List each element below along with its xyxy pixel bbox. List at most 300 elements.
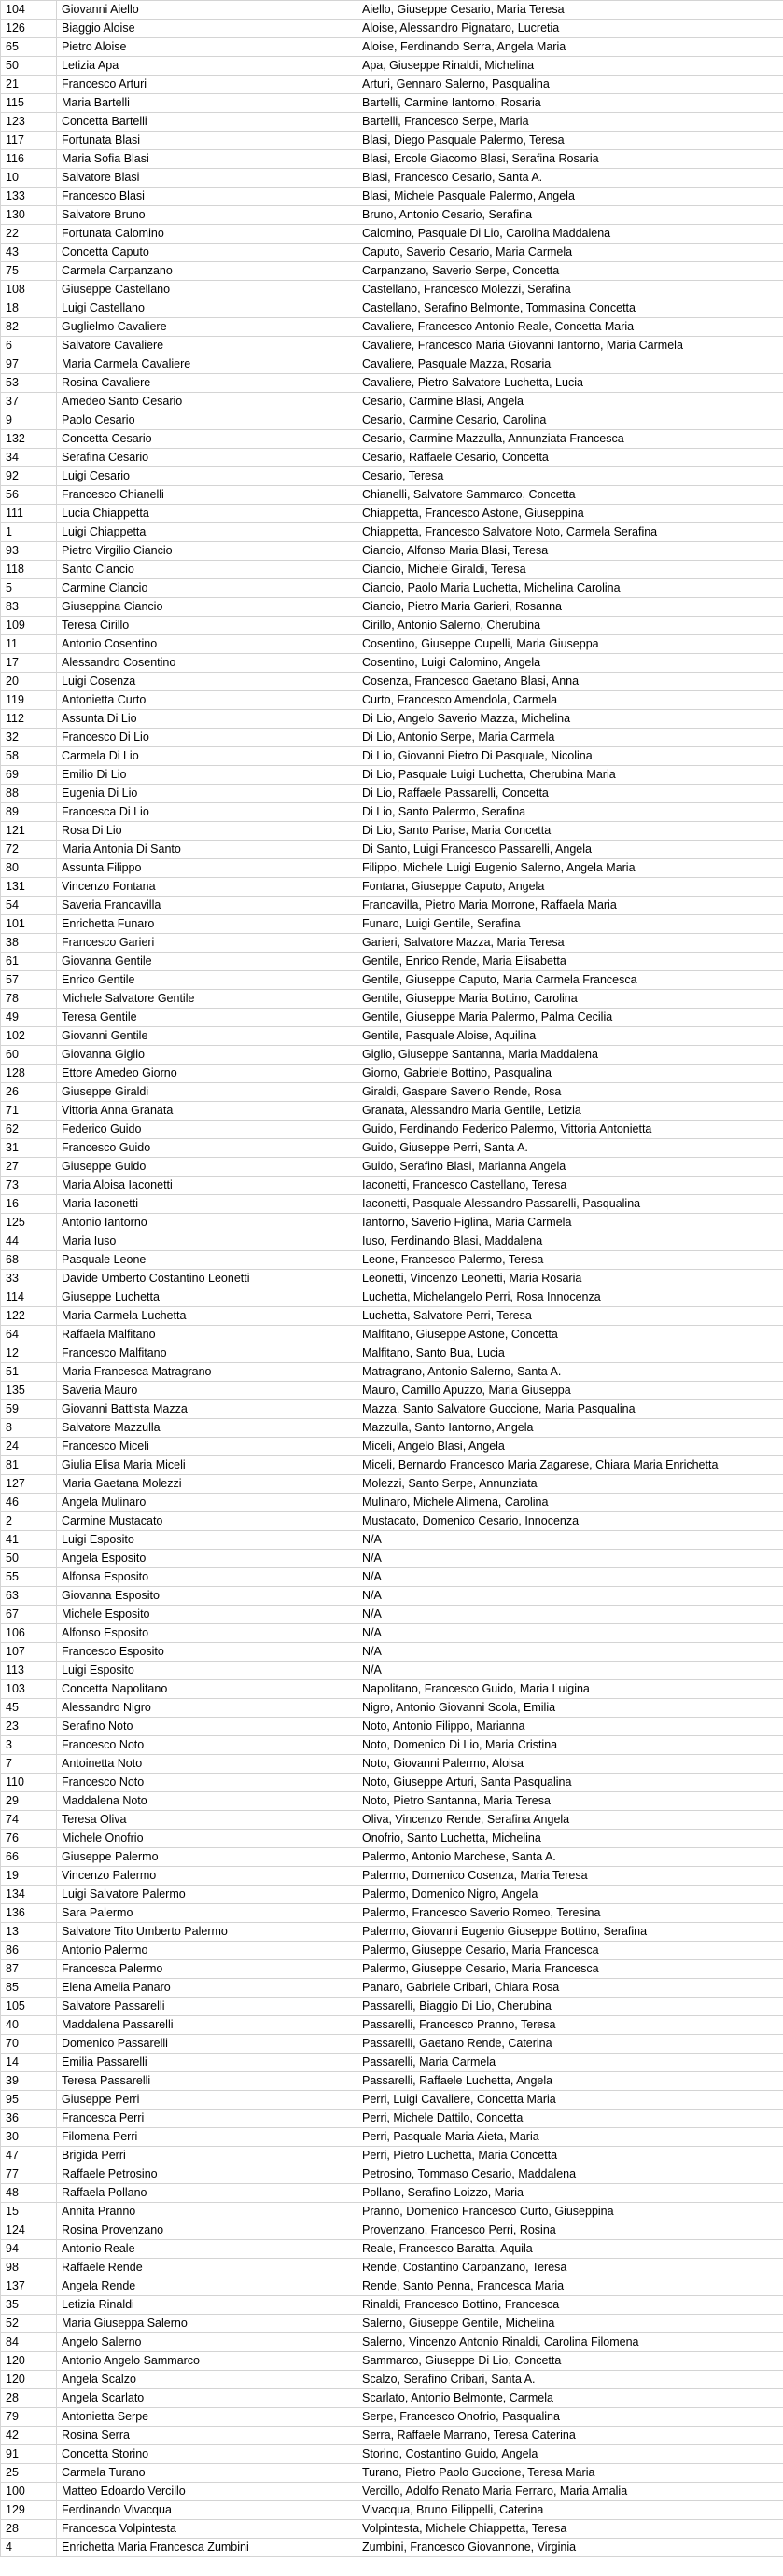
person-name-cell[interactable]: Ettore Amedeo Giorno [57, 1065, 357, 1083]
record-id-cell[interactable]: 15 [1, 2203, 57, 2221]
parents-cell[interactable]: Passarelli, Biaggio Di Lio, Cherubina [357, 1998, 783, 2016]
parents-cell[interactable]: Nigro, Antonio Giovanni Scola, Emilia [357, 1699, 783, 1718]
person-name-cell[interactable]: Serafino Noto [57, 1718, 357, 1736]
person-name-cell[interactable]: Giuseppe Luchetta [57, 1288, 357, 1307]
person-name-cell[interactable]: Concetta Napolitano [57, 1680, 357, 1699]
parents-cell[interactable]: N/A [357, 1531, 783, 1550]
record-id-cell[interactable]: 19 [1, 1867, 57, 1886]
parents-cell[interactable]: Giorno, Gabriele Bottino, Pasqualina [357, 1065, 783, 1083]
parents-cell[interactable]: Pollano, Serafino Loizzo, Maria [357, 2184, 783, 2203]
parents-cell[interactable]: Serpe, Francesco Onofrio, Pasqualina [357, 2408, 783, 2427]
record-id-cell[interactable]: 77 [1, 2165, 57, 2184]
record-id-cell[interactable]: 2 [1, 1512, 57, 1531]
record-id-cell[interactable]: 28 [1, 2389, 57, 2408]
parents-cell[interactable]: Curto, Francesco Amendola, Carmela [357, 691, 783, 710]
person-name-cell[interactable]: Salvatore Tito Umberto Palermo [57, 1923, 357, 1942]
person-name-cell[interactable]: Francesco Garieri [57, 934, 357, 953]
record-id-cell[interactable]: 82 [1, 318, 57, 337]
parents-cell[interactable]: Di Lio, Antonio Serpe, Maria Carmela [357, 729, 783, 747]
person-name-cell[interactable]: Elena Amelia Panaro [57, 1979, 357, 1998]
person-name-cell[interactable]: Giovanni Battista Mazza [57, 1400, 357, 1419]
person-name-cell[interactable]: Giovanna Esposito [57, 1587, 357, 1606]
parents-cell[interactable]: Chiappetta, Francesco Astone, Giuseppina [357, 505, 783, 523]
parents-cell[interactable]: Di Lio, Raffaele Passarelli, Concetta [357, 785, 783, 803]
parents-cell[interactable]: Carpanzano, Saverio Serpe, Concetta [357, 262, 783, 281]
parents-cell[interactable]: Cosentino, Luigi Calomino, Angela [357, 654, 783, 673]
parents-cell[interactable]: Malfitano, Santo Bua, Lucia [357, 1344, 783, 1363]
parents-cell[interactable]: Perri, Luigi Cavaliere, Concetta Maria [357, 2091, 783, 2110]
person-name-cell[interactable]: Assunta Filippo [57, 859, 357, 878]
person-name-cell[interactable]: Annita Pranno [57, 2203, 357, 2221]
record-id-cell[interactable]: 31 [1, 1139, 57, 1158]
person-name-cell[interactable]: Giovanna Giglio [57, 1046, 357, 1065]
parents-cell[interactable]: Cesario, Carmine Mazzulla, Annunziata Francesca [357, 430, 783, 449]
person-name-cell[interactable]: Michele Esposito [57, 1606, 357, 1624]
person-name-cell[interactable]: Emilia Passarelli [57, 2054, 357, 2072]
record-id-cell[interactable]: 126 [1, 20, 57, 38]
person-name-cell[interactable]: Antonietta Curto [57, 691, 357, 710]
parents-cell[interactable]: Cavaliere, Francesco Antonio Reale, Concetta Maria [357, 318, 783, 337]
person-name-cell[interactable]: Maria Gaetana Molezzi [57, 1475, 357, 1494]
parents-cell[interactable]: Guido, Giuseppe Perri, Santa A. [357, 1139, 783, 1158]
person-name-cell[interactable]: Fortunata Blasi [57, 132, 357, 150]
parents-cell[interactable]: Aloise, Ferdinando Serra, Angela Maria [357, 38, 783, 57]
record-id-cell[interactable]: 134 [1, 1886, 57, 1904]
record-id-cell[interactable]: 100 [1, 2483, 57, 2501]
parents-cell[interactable]: Miceli, Bernardo Francesco Maria Zagarese, Chiara Maria Enrichetta [357, 1456, 783, 1475]
person-name-cell[interactable]: Francesco Esposito [57, 1643, 357, 1662]
parents-cell[interactable]: Passarelli, Gaetano Rende, Caterina [357, 2035, 783, 2054]
person-name-cell[interactable]: Alessandro Nigro [57, 1699, 357, 1718]
parents-cell[interactable]: Palermo, Giuseppe Cesario, Maria Francesca [357, 1942, 783, 1960]
parents-cell[interactable]: Panaro, Gabriele Cribari, Chiara Rosa [357, 1979, 783, 1998]
parents-cell[interactable]: Perri, Pasquale Maria Aieta, Maria [357, 2128, 783, 2147]
person-name-cell[interactable]: Domenico Passarelli [57, 2035, 357, 2054]
person-name-cell[interactable]: Michele Onofrio [57, 1830, 357, 1848]
parents-cell[interactable]: Volpintesta, Michele Chiappetta, Teresa [357, 2520, 783, 2539]
record-id-cell[interactable]: 86 [1, 1942, 57, 1960]
record-id-cell[interactable]: 40 [1, 2016, 57, 2035]
person-name-cell[interactable]: Federico Guido [57, 1121, 357, 1139]
parents-cell[interactable]: N/A [357, 1587, 783, 1606]
record-id-cell[interactable]: 56 [1, 486, 57, 505]
record-id-cell[interactable]: 135 [1, 1382, 57, 1400]
record-id-cell[interactable]: 54 [1, 897, 57, 915]
record-id-cell[interactable]: 13 [1, 1923, 57, 1942]
record-id-cell[interactable]: 116 [1, 150, 57, 169]
person-name-cell[interactable]: Alessandro Cosentino [57, 654, 357, 673]
parents-cell[interactable]: Fontana, Giuseppe Caputo, Angela [357, 878, 783, 897]
person-name-cell[interactable]: Vincenzo Palermo [57, 1867, 357, 1886]
parents-cell[interactable]: Mazzulla, Santo Iantorno, Angela [357, 1419, 783, 1438]
person-name-cell[interactable]: Raffaele Petrosino [57, 2165, 357, 2184]
record-id-cell[interactable]: 72 [1, 841, 57, 859]
record-id-cell[interactable]: 71 [1, 1102, 57, 1121]
person-name-cell[interactable]: Eugenia Di Lio [57, 785, 357, 803]
person-name-cell[interactable]: Luigi Cosenza [57, 673, 357, 691]
record-id-cell[interactable]: 68 [1, 1251, 57, 1270]
parents-cell[interactable]: Scalzo, Serafino Cribari, Santa A. [357, 2371, 783, 2389]
parents-cell[interactable]: Cosenza, Francesco Gaetano Blasi, Anna [357, 673, 783, 691]
person-name-cell[interactable]: Maria Carmela Luchetta [57, 1307, 357, 1326]
record-id-cell[interactable]: 46 [1, 1494, 57, 1512]
record-id-cell[interactable]: 44 [1, 1232, 57, 1251]
parents-cell[interactable]: Guido, Serafino Blasi, Marianna Angela [357, 1158, 783, 1177]
record-id-cell[interactable]: 36 [1, 2110, 57, 2128]
person-name-cell[interactable]: Maria Sofia Blasi [57, 150, 357, 169]
parents-cell[interactable]: Pranno, Domenico Francesco Curto, Giuseppina [357, 2203, 783, 2221]
person-name-cell[interactable]: Letizia Apa [57, 57, 357, 76]
parents-cell[interactable]: Vivacqua, Bruno Filippelli, Caterina [357, 2501, 783, 2520]
person-name-cell[interactable]: Salvatore Bruno [57, 206, 357, 225]
record-id-cell[interactable]: 110 [1, 1774, 57, 1792]
record-id-cell[interactable]: 121 [1, 822, 57, 841]
record-id-cell[interactable]: 5 [1, 579, 57, 598]
parents-cell[interactable]: Mazza, Santo Salvatore Guccione, Maria Pasqualina [357, 1400, 783, 1419]
parents-cell[interactable]: N/A [357, 1643, 783, 1662]
parents-cell[interactable]: Castellano, Serafino Belmonte, Tommasina Concetta [357, 299, 783, 318]
parents-cell[interactable]: Cesario, Carmine Cesario, Carolina [357, 411, 783, 430]
person-name-cell[interactable]: Giulia Elisa Maria Miceli [57, 1456, 357, 1475]
record-id-cell[interactable]: 83 [1, 598, 57, 617]
record-id-cell[interactable]: 55 [1, 1568, 57, 1587]
parents-cell[interactable]: Mustacato, Domenico Cesario, Innocenza [357, 1512, 783, 1531]
person-name-cell[interactable]: Maria Iuso [57, 1232, 357, 1251]
person-name-cell[interactable]: Giuseppe Castellano [57, 281, 357, 299]
parents-cell[interactable]: Di Lio, Santo Palermo, Serafina [357, 803, 783, 822]
record-id-cell[interactable]: 42 [1, 2427, 57, 2445]
person-name-cell[interactable]: Antonio Iantorno [57, 1214, 357, 1232]
record-id-cell[interactable]: 97 [1, 355, 57, 374]
parents-cell[interactable]: N/A [357, 1568, 783, 1587]
record-id-cell[interactable]: 75 [1, 262, 57, 281]
record-id-cell[interactable]: 108 [1, 281, 57, 299]
parents-cell[interactable]: Di Lio, Santo Parise, Maria Concetta [357, 822, 783, 841]
record-id-cell[interactable]: 17 [1, 654, 57, 673]
record-id-cell[interactable]: 124 [1, 2221, 57, 2240]
person-name-cell[interactable]: Giuseppe Guido [57, 1158, 357, 1177]
parents-cell[interactable]: Giraldi, Gaspare Saverio Rende, Rosa [357, 1083, 783, 1102]
parents-cell[interactable]: Molezzi, Santo Serpe, Annunziata [357, 1475, 783, 1494]
person-name-cell[interactable]: Antonio Palermo [57, 1942, 357, 1960]
parents-cell[interactable]: Chiappetta, Francesco Salvatore Noto, Carmela Serafina [357, 523, 783, 542]
parents-cell[interactable]: Iantorno, Saverio Figlina, Maria Carmela [357, 1214, 783, 1232]
person-name-cell[interactable]: Biaggio Aloise [57, 20, 357, 38]
record-id-cell[interactable]: 88 [1, 785, 57, 803]
person-name-cell[interactable]: Carmine Ciancio [57, 579, 357, 598]
record-id-cell[interactable]: 62 [1, 1121, 57, 1139]
person-name-cell[interactable]: Antonio Reale [57, 2240, 357, 2259]
person-name-cell[interactable]: Francesca Palermo [57, 1960, 357, 1979]
person-name-cell[interactable]: Luigi Cesario [57, 467, 357, 486]
person-name-cell[interactable]: Amedeo Santo Cesario [57, 393, 357, 411]
record-id-cell[interactable]: 89 [1, 803, 57, 822]
parents-cell[interactable]: Calomino, Pasquale Di Lio, Carolina Maddalena [357, 225, 783, 244]
parents-cell[interactable]: Filippo, Michele Luigi Eugenio Salerno, Angela Maria [357, 859, 783, 878]
record-id-cell[interactable]: 3 [1, 1736, 57, 1755]
record-id-cell[interactable]: 52 [1, 2315, 57, 2333]
parents-cell[interactable]: Di Santo, Luigi Francesco Passarelli, Angela [357, 841, 783, 859]
parents-cell[interactable]: Turano, Pietro Paolo Guccione, Teresa Maria [357, 2464, 783, 2483]
person-name-cell[interactable]: Maria Bartelli [57, 94, 357, 113]
parents-cell[interactable]: Passarelli, Raffaele Luchetta, Angela [357, 2072, 783, 2091]
person-name-cell[interactable]: Fortunata Calomino [57, 225, 357, 244]
record-id-cell[interactable]: 50 [1, 57, 57, 76]
record-id-cell[interactable]: 109 [1, 617, 57, 635]
record-id-cell[interactable]: 43 [1, 244, 57, 262]
record-id-cell[interactable]: 129 [1, 2501, 57, 2520]
parents-cell[interactable]: Noto, Antonio Filippo, Marianna [357, 1718, 783, 1736]
record-id-cell[interactable]: 24 [1, 1438, 57, 1456]
record-id-cell[interactable]: 104 [1, 1, 57, 20]
person-name-cell[interactable]: Antonietta Serpe [57, 2408, 357, 2427]
person-name-cell[interactable]: Maddalena Noto [57, 1792, 357, 1811]
record-id-cell[interactable]: 105 [1, 1998, 57, 2016]
parents-cell[interactable]: Rende, Costantino Carpanzano, Teresa [357, 2259, 783, 2277]
person-name-cell[interactable]: Luigi Castellano [57, 299, 357, 318]
record-id-cell[interactable]: 7 [1, 1755, 57, 1774]
record-id-cell[interactable]: 35 [1, 2296, 57, 2315]
person-name-cell[interactable]: Francesca Di Lio [57, 803, 357, 822]
parents-cell[interactable]: N/A [357, 1624, 783, 1643]
person-name-cell[interactable]: Rosina Cavaliere [57, 374, 357, 393]
parents-cell[interactable]: Caputo, Saverio Cesario, Maria Carmela [357, 244, 783, 262]
parents-cell[interactable]: Iuso, Ferdinando Blasi, Maddalena [357, 1232, 783, 1251]
record-id-cell[interactable]: 18 [1, 299, 57, 318]
person-name-cell[interactable]: Guglielmo Cavaliere [57, 318, 357, 337]
person-name-cell[interactable]: Giuseppe Perri [57, 2091, 357, 2110]
person-name-cell[interactable]: Maddalena Passarelli [57, 2016, 357, 2035]
record-id-cell[interactable]: 111 [1, 505, 57, 523]
record-id-cell[interactable]: 57 [1, 971, 57, 990]
record-id-cell[interactable]: 69 [1, 766, 57, 785]
parents-cell[interactable]: Storino, Costantino Guido, Angela [357, 2445, 783, 2464]
person-name-cell[interactable]: Luigi Chiappetta [57, 523, 357, 542]
person-name-cell[interactable]: Pietro Virgilio Ciancio [57, 542, 357, 561]
person-name-cell[interactable]: Davide Umberto Costantino Leonetti [57, 1270, 357, 1288]
parents-cell[interactable]: Scarlato, Antonio Belmonte, Carmela [357, 2389, 783, 2408]
person-name-cell[interactable]: Giovanna Gentile [57, 953, 357, 971]
record-id-cell[interactable]: 25 [1, 2464, 57, 2483]
record-id-cell[interactable]: 98 [1, 2259, 57, 2277]
record-id-cell[interactable]: 34 [1, 449, 57, 467]
person-name-cell[interactable]: Pietro Aloise [57, 38, 357, 57]
parents-cell[interactable]: Serra, Raffaele Marrano, Teresa Caterina [357, 2427, 783, 2445]
parents-cell[interactable]: Perri, Michele Dattilo, Concetta [357, 2110, 783, 2128]
parents-cell[interactable]: Malfitano, Giuseppe Astone, Concetta [357, 1326, 783, 1344]
record-id-cell[interactable]: 67 [1, 1606, 57, 1624]
record-id-cell[interactable]: 51 [1, 1363, 57, 1382]
person-name-cell[interactable]: Raffaela Pollano [57, 2184, 357, 2203]
parents-cell[interactable]: Leonetti, Vincenzo Leonetti, Maria Rosaria [357, 1270, 783, 1288]
parents-cell[interactable]: N/A [357, 1606, 783, 1624]
person-name-cell[interactable]: Michele Salvatore Gentile [57, 990, 357, 1009]
parents-cell[interactable]: Palermo, Domenico Nigro, Angela [357, 1886, 783, 1904]
record-id-cell[interactable]: 21 [1, 76, 57, 94]
parents-cell[interactable]: Noto, Giuseppe Arturi, Santa Pasqualina [357, 1774, 783, 1792]
person-name-cell[interactable]: Francesco Guido [57, 1139, 357, 1158]
parents-cell[interactable]: Sammarco, Giuseppe Di Lio, Concetta [357, 2352, 783, 2371]
record-id-cell[interactable]: 128 [1, 1065, 57, 1083]
person-name-cell[interactable]: Brigida Perri [57, 2147, 357, 2165]
parents-cell[interactable]: Zumbini, Francesco Giovannone, Virginia [357, 2539, 783, 2557]
person-name-cell[interactable]: Giuseppina Ciancio [57, 598, 357, 617]
person-name-cell[interactable]: Rosina Provenzano [57, 2221, 357, 2240]
parents-cell[interactable]: Noto, Pietro Santanna, Maria Teresa [357, 1792, 783, 1811]
person-name-cell[interactable]: Maria Aloisa Iaconetti [57, 1177, 357, 1195]
record-id-cell[interactable]: 137 [1, 2277, 57, 2296]
parents-cell[interactable]: Palermo, Domenico Cosenza, Maria Teresa [357, 1867, 783, 1886]
person-name-cell[interactable]: Antonio Angelo Sammarco [57, 2352, 357, 2371]
parents-cell[interactable]: Passarelli, Maria Carmela [357, 2054, 783, 2072]
record-id-cell[interactable]: 91 [1, 2445, 57, 2464]
parents-cell[interactable]: Rende, Santo Penna, Francesca Maria [357, 2277, 783, 2296]
record-id-cell[interactable]: 120 [1, 2352, 57, 2371]
record-id-cell[interactable]: 132 [1, 430, 57, 449]
record-id-cell[interactable]: 92 [1, 467, 57, 486]
record-id-cell[interactable]: 80 [1, 859, 57, 878]
parents-cell[interactable]: Palermo, Antonio Marchese, Santa A. [357, 1848, 783, 1867]
person-name-cell[interactable]: Francesco Arturi [57, 76, 357, 94]
person-name-cell[interactable]: Giovanni Aiello [57, 1, 357, 20]
parents-cell[interactable]: Palermo, Giuseppe Cesario, Maria Francesca [357, 1960, 783, 1979]
person-name-cell[interactable]: Salvatore Mazzulla [57, 1419, 357, 1438]
record-id-cell[interactable]: 85 [1, 1979, 57, 1998]
record-id-cell[interactable]: 16 [1, 1195, 57, 1214]
person-name-cell[interactable]: Francesco Blasi [57, 188, 357, 206]
person-name-cell[interactable]: Angela Scarlato [57, 2389, 357, 2408]
person-name-cell[interactable]: Saveria Francavilla [57, 897, 357, 915]
person-name-cell[interactable]: Francesco Chianelli [57, 486, 357, 505]
record-id-cell[interactable]: 76 [1, 1830, 57, 1848]
record-id-cell[interactable]: 130 [1, 206, 57, 225]
person-name-cell[interactable]: Francesco Di Lio [57, 729, 357, 747]
person-name-cell[interactable]: Francesco Noto [57, 1774, 357, 1792]
record-id-cell[interactable]: 49 [1, 1009, 57, 1027]
person-name-cell[interactable]: Lucia Chiappetta [57, 505, 357, 523]
parents-cell[interactable]: Guido, Ferdinando Federico Palermo, Vittoria Antonietta [357, 1121, 783, 1139]
parents-cell[interactable]: Vercillo, Adolfo Renato Maria Ferraro, Maria Amalia [357, 2483, 783, 2501]
person-name-cell[interactable]: Carmine Mustacato [57, 1512, 357, 1531]
person-name-cell[interactable]: Angela Scalzo [57, 2371, 357, 2389]
record-id-cell[interactable]: 23 [1, 1718, 57, 1736]
parents-cell[interactable]: Cesario, Teresa [357, 467, 783, 486]
record-id-cell[interactable]: 60 [1, 1046, 57, 1065]
parents-cell[interactable]: Ciancio, Alfonso Maria Blasi, Teresa [357, 542, 783, 561]
parents-cell[interactable]: Perri, Pietro Luchetta, Maria Concetta [357, 2147, 783, 2165]
parents-cell[interactable]: Granata, Alessandro Maria Gentile, Letizia [357, 1102, 783, 1121]
parents-cell[interactable]: Provenzano, Francesco Perri, Rosina [357, 2221, 783, 2240]
record-id-cell[interactable]: 33 [1, 1270, 57, 1288]
parents-cell[interactable]: Funaro, Luigi Gentile, Serafina [357, 915, 783, 934]
record-id-cell[interactable]: 58 [1, 747, 57, 766]
parents-cell[interactable]: Garieri, Salvatore Mazza, Maria Teresa [357, 934, 783, 953]
parents-cell[interactable]: Matragrano, Antonio Salerno, Santa A. [357, 1363, 783, 1382]
parents-cell[interactable]: Cirillo, Antonio Salerno, Cherubina [357, 617, 783, 635]
record-id-cell[interactable]: 107 [1, 1643, 57, 1662]
parents-cell[interactable]: N/A [357, 1662, 783, 1680]
record-id-cell[interactable]: 10 [1, 169, 57, 188]
person-name-cell[interactable]: Enrichetta Funaro [57, 915, 357, 934]
person-name-cell[interactable]: Salvatore Cavaliere [57, 337, 357, 355]
person-name-cell[interactable]: Giuseppe Palermo [57, 1848, 357, 1867]
record-id-cell[interactable]: 81 [1, 1456, 57, 1475]
person-name-cell[interactable]: Teresa Passarelli [57, 2072, 357, 2091]
person-name-cell[interactable]: Letizia Rinaldi [57, 2296, 357, 2315]
parents-cell[interactable]: Gentile, Enrico Rende, Maria Elisabetta [357, 953, 783, 971]
record-id-cell[interactable]: 119 [1, 691, 57, 710]
person-name-cell[interactable]: Serafina Cesario [57, 449, 357, 467]
parents-cell[interactable]: Cavaliere, Pasquale Mazza, Rosaria [357, 355, 783, 374]
person-name-cell[interactable]: Giovanni Gentile [57, 1027, 357, 1046]
parents-cell[interactable]: Rinaldi, Francesco Bottino, Francesca [357, 2296, 783, 2315]
person-name-cell[interactable]: Maria Iaconetti [57, 1195, 357, 1214]
parents-cell[interactable]: Salerno, Giuseppe Gentile, Michelina [357, 2315, 783, 2333]
parents-cell[interactable]: Cavaliere, Pietro Salvatore Luchetta, Lucia [357, 374, 783, 393]
record-id-cell[interactable]: 113 [1, 1662, 57, 1680]
record-id-cell[interactable]: 63 [1, 1587, 57, 1606]
person-name-cell[interactable]: Giuseppe Giraldi [57, 1083, 357, 1102]
record-id-cell[interactable]: 84 [1, 2333, 57, 2352]
person-name-cell[interactable]: Salvatore Passarelli [57, 1998, 357, 2016]
record-id-cell[interactable]: 53 [1, 374, 57, 393]
record-id-cell[interactable]: 20 [1, 673, 57, 691]
person-name-cell[interactable]: Francesco Malfitano [57, 1344, 357, 1363]
person-name-cell[interactable]: Francesco Miceli [57, 1438, 357, 1456]
person-name-cell[interactable]: Carmela Carpanzano [57, 262, 357, 281]
person-name-cell[interactable]: Sara Palermo [57, 1904, 357, 1923]
parents-cell[interactable]: Cavaliere, Francesco Maria Giovanni Iantorno, Maria Carmela [357, 337, 783, 355]
record-id-cell[interactable]: 125 [1, 1214, 57, 1232]
parents-cell[interactable]: Mulinaro, Michele Alimena, Carolina [357, 1494, 783, 1512]
parents-cell[interactable]: Giglio, Giuseppe Santanna, Maria Maddalena [357, 1046, 783, 1065]
person-name-cell[interactable]: Antonio Cosentino [57, 635, 357, 654]
person-name-cell[interactable]: Saveria Mauro [57, 1382, 357, 1400]
person-name-cell[interactable]: Teresa Gentile [57, 1009, 357, 1027]
parents-cell[interactable]: Noto, Giovanni Palermo, Aloisa [357, 1755, 783, 1774]
person-name-cell[interactable]: Teresa Oliva [57, 1811, 357, 1830]
record-id-cell[interactable]: 28 [1, 2520, 57, 2539]
parents-cell[interactable]: Ciancio, Michele Giraldi, Teresa [357, 561, 783, 579]
parents-cell[interactable]: Di Lio, Pasquale Luigi Luchetta, Cherubina Maria [357, 766, 783, 785]
person-name-cell[interactable]: Angela Rende [57, 2277, 357, 2296]
record-id-cell[interactable]: 9 [1, 411, 57, 430]
parents-cell[interactable]: Cesario, Raffaele Cesario, Concetta [357, 449, 783, 467]
person-name-cell[interactable]: Filomena Perri [57, 2128, 357, 2147]
record-id-cell[interactable]: 87 [1, 1960, 57, 1979]
person-name-cell[interactable]: Maria Francesca Matragrano [57, 1363, 357, 1382]
parents-cell[interactable]: Gentile, Giuseppe Caputo, Maria Carmela Francesca [357, 971, 783, 990]
person-name-cell[interactable]: Francesca Perri [57, 2110, 357, 2128]
parents-cell[interactable]: Gentile, Giuseppe Maria Palermo, Palma Cecilia [357, 1009, 783, 1027]
person-name-cell[interactable]: Francesco Noto [57, 1736, 357, 1755]
parents-cell[interactable]: Bruno, Antonio Cesario, Serafina [357, 206, 783, 225]
record-id-cell[interactable]: 38 [1, 934, 57, 953]
person-name-cell[interactable]: Alfonso Esposito [57, 1624, 357, 1643]
person-name-cell[interactable]: Raffaele Rende [57, 2259, 357, 2277]
parents-cell[interactable]: Leone, Francesco Palermo, Teresa [357, 1251, 783, 1270]
parents-cell[interactable]: Apa, Giuseppe Rinaldi, Michelina [357, 57, 783, 76]
parents-cell[interactable]: Napolitano, Francesco Guido, Maria Luigina [357, 1680, 783, 1699]
person-name-cell[interactable]: Vincenzo Fontana [57, 878, 357, 897]
person-name-cell[interactable]: Antoinetta Noto [57, 1755, 357, 1774]
parents-cell[interactable]: Luchetta, Michelangelo Perri, Rosa Innocenza [357, 1288, 783, 1307]
record-id-cell[interactable]: 133 [1, 188, 57, 206]
parents-cell[interactable]: Di Lio, Giovanni Pietro Di Pasquale, Nicolina [357, 747, 783, 766]
person-name-cell[interactable]: Maria Carmela Cavaliere [57, 355, 357, 374]
parents-cell[interactable]: Di Lio, Angelo Saverio Mazza, Michelina [357, 710, 783, 729]
parents-cell[interactable]: Reale, Francesco Baratta, Aquila [357, 2240, 783, 2259]
